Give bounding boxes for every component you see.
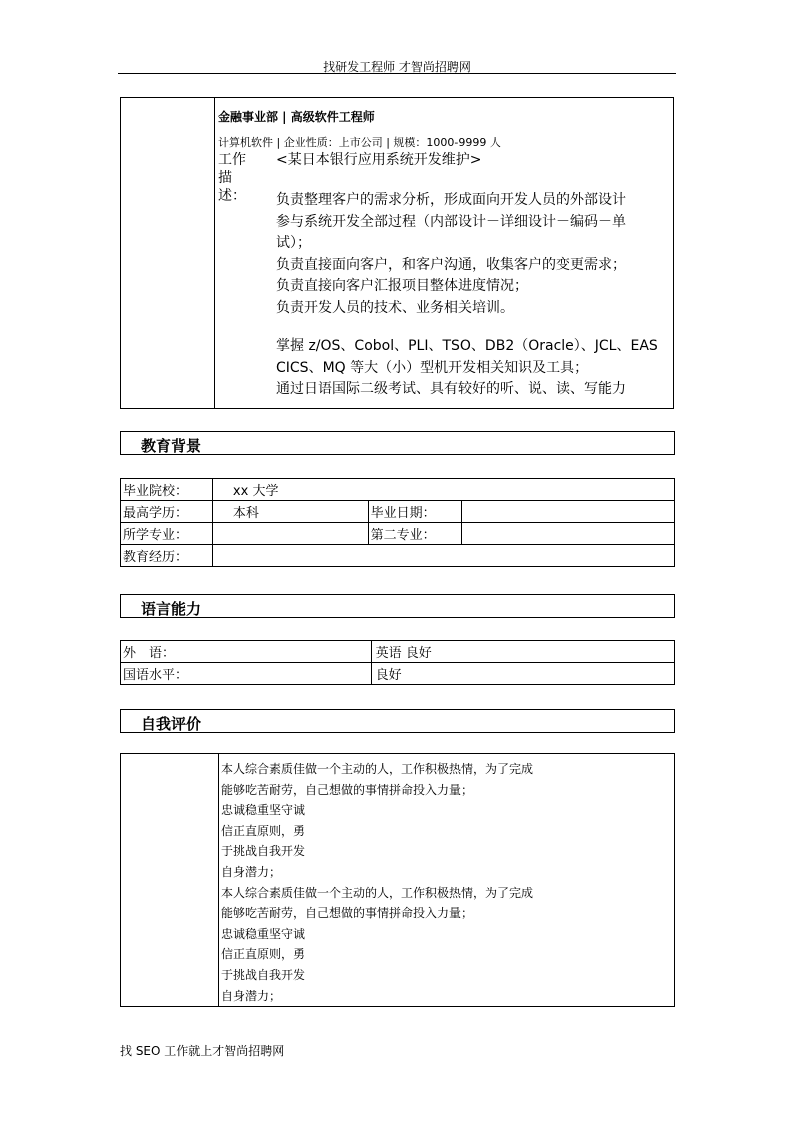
work-title: 金融事业部 | 高级软件工程师 (218, 110, 375, 124)
education-table (120, 478, 675, 567)
self-eval-left-column (121, 754, 219, 1006)
self-eval-line: 自身潜力； (221, 988, 282, 1003)
self-eval-line: 信正直原则，勇 (221, 823, 306, 838)
work-left-column (121, 98, 215, 408)
self-eval-heading: 自我评价 (141, 715, 202, 733)
grad-date-label: 毕业日期： (368, 501, 461, 523)
major-value (212, 523, 368, 545)
school-label: 毕业院校： (121, 479, 213, 501)
work-project-name: <某日本银行应用系统开发维护> (276, 152, 482, 168)
education-heading: 教育背景 (141, 437, 202, 455)
table-row (121, 523, 675, 545)
self-eval-line: 忠诚稳重坚守诚 (221, 803, 306, 818)
table-row (121, 663, 675, 685)
education-history-label: 教育经历： (121, 545, 213, 567)
self-eval-line: 于挑战自我开发 (221, 844, 306, 859)
work-skill-line: 通过日语国际二级考试、具有较好的听、说、读、写能力 (276, 381, 626, 397)
self-eval-line: 能够吃苦耐劳，自己想做的事情拼命投入力量； (221, 906, 474, 921)
work-duty-line: 负责直接面向客户，和客户沟通，收集客户的变更需求； (276, 256, 626, 273)
self-eval-box (120, 753, 675, 1007)
self-eval-line: 于挑战自我开发 (221, 967, 306, 982)
self-eval-line: 能够吃苦耐劳，自己想做的事情拼命投入力量； (221, 782, 474, 797)
major-label: 所学专业： (121, 523, 213, 545)
work-duty-line: 负责开发人员的技术、业务相关培训。 (276, 299, 514, 316)
self-eval-line: 忠诚稳重坚守诚 (221, 926, 306, 941)
work-skill-line: 掌握 z/OS、Cobol、PLI、TSO、DB2（Oracle）、JCL、EAS (276, 338, 658, 354)
page-footer: 找 SEO 工作就上才智尚招聘网 (120, 1044, 285, 1058)
school-value: xx 大学 (212, 479, 674, 501)
self-eval-line: 自身潜力； (221, 864, 282, 879)
foreign-language-label: 外 语： (121, 641, 372, 663)
self-eval-heading-box (120, 709, 675, 733)
second-major-value (461, 523, 674, 545)
work-duty-line: 负责整理客户的需求分析，形成面向开发人员的外部设计 (276, 192, 626, 208)
language-heading-box (120, 594, 675, 618)
header-divider (118, 73, 676, 74)
page-header: 找研发工程师 才智尚招聘网 (323, 60, 471, 74)
work-duties (276, 190, 626, 319)
work-experience-box (120, 97, 674, 409)
table-row (121, 479, 675, 501)
self-eval-line: 信正直原则，勇 (221, 947, 306, 962)
foreign-language-value: 英语 良好 (371, 641, 674, 663)
work-duty-line: 参与系统开发全部过程（内部设计－详细设计－编码－单 (276, 213, 626, 230)
second-major-label: 第二专业： (368, 523, 461, 545)
table-row (121, 545, 675, 567)
grad-date-value (461, 501, 674, 523)
mandarin-label: 国语水平： (121, 663, 372, 685)
work-company-info: 计算机软件 | 企业性质：上市公司 | 规模：1000-9999 人 (218, 136, 501, 149)
self-eval-line: 本人综合素质佳做一个主动的人，工作积极热情，为了完成 (221, 885, 534, 900)
work-description-label: 工作描述： (218, 152, 246, 204)
self-eval-line: 本人综合素质佳做一个主动的人，工作积极热情，为了完成 (221, 762, 534, 776)
work-skill-line: CICS、MQ 等大（小）型机开发相关知识及工具； (276, 359, 589, 376)
work-duty-line: 负责直接向客户汇报项目整体进度情况； (276, 278, 528, 294)
table-row (121, 641, 675, 663)
degree-value: 本科 (212, 501, 368, 523)
education-heading-box (120, 431, 675, 455)
self-eval-text (221, 759, 533, 1006)
work-skills (276, 336, 658, 401)
table-row (121, 501, 675, 523)
education-history-value (212, 545, 674, 567)
mandarin-value: 良好 (371, 663, 674, 685)
language-table (120, 640, 675, 685)
language-heading: 语言能力 (141, 600, 202, 618)
work-duty-line: 试）； (276, 235, 311, 251)
degree-label: 最高学历： (121, 501, 213, 523)
